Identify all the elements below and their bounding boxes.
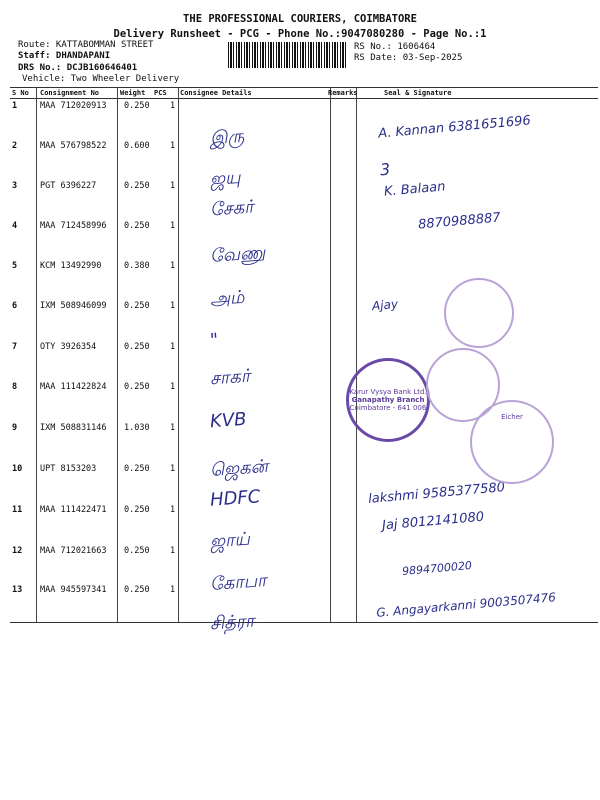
- row-consignee-signature: சாகர்: [209, 365, 251, 390]
- row-consignee-signature: ஜாய்: [209, 528, 251, 553]
- row-weight: 0.250: [124, 505, 150, 515]
- row-pcs: 1: [170, 382, 176, 392]
- row-pcs: 1: [170, 141, 176, 151]
- row-consignee-signature: ": [209, 329, 220, 352]
- row-weight: 0.250: [124, 301, 150, 311]
- row-sno: 1: [12, 101, 18, 111]
- row-consignment-no: IXM 508831146: [40, 423, 107, 433]
- staff-text: Staff: DHANDAPANI: [18, 51, 111, 61]
- bank-stamp-name: Karur Vysya Bank Ltd.: [349, 388, 427, 396]
- row-consignment-no: MAA 576798522: [40, 141, 107, 151]
- row-weight: 0.250: [124, 585, 150, 595]
- row-sno: 2: [12, 141, 18, 151]
- row-sno: 12: [12, 546, 23, 556]
- row-sno: 5: [12, 261, 18, 271]
- row-consignee-signature: ஜயு: [209, 166, 242, 191]
- column-divider: [36, 88, 37, 622]
- column-divider: [117, 88, 118, 622]
- table-header-rule: [10, 98, 598, 99]
- row-seal-signature: Jaj 8012141080: [381, 509, 485, 534]
- row-seal-signature: 3: [379, 159, 391, 180]
- row-consignment-no: MAA 712021663: [40, 546, 107, 556]
- row-consignee-signature: HDFC: [209, 486, 261, 511]
- bank-stamp-branch: Ganapathy Branch: [351, 396, 425, 404]
- row-consignment-no: OTY 3926354: [40, 342, 97, 352]
- table-bottom-rule: [10, 622, 598, 623]
- table-top-rule: [10, 87, 598, 88]
- row-sno: 10: [12, 464, 23, 474]
- eicher-stamp-name: Eicher: [501, 413, 523, 421]
- row-consignee-signature: இரு: [209, 125, 245, 150]
- row-weight: 0.250: [124, 382, 150, 392]
- row-seal-signature: 8870988887: [417, 210, 502, 233]
- barcode: [228, 42, 348, 68]
- row-consignee-signature: சித்ரா: [209, 610, 256, 635]
- col-header-remarks: Remarks: [328, 89, 358, 97]
- row-seal-signature: Ajay: [371, 296, 399, 314]
- row-consignment-no: PGT 6396227: [40, 181, 97, 191]
- row-sno: 4: [12, 221, 18, 231]
- vehicle-text: Vehicle: Two Wheeler Delivery: [22, 74, 180, 84]
- row-consignee-signature: சேகர்: [209, 196, 255, 221]
- row-consignee-signature: ஜெகன்: [209, 456, 269, 481]
- row-sno: 11: [12, 505, 23, 515]
- company-title: THE PROFESSIONAL COURIERS, COIMBATORE: [183, 13, 417, 25]
- eicher-stamp: [470, 400, 554, 484]
- col-header-sno: S No: [12, 89, 29, 97]
- row-sno: 9: [12, 423, 18, 433]
- row-pcs: 1: [170, 221, 176, 231]
- row-sno: 6: [12, 301, 18, 311]
- row-consignment-no: MAA 712458996: [40, 221, 107, 231]
- row-pcs: 1: [170, 464, 176, 474]
- row-weight: 0.250: [124, 221, 150, 231]
- route-text: Route: KATTABOMMAN STREET: [18, 40, 154, 50]
- col-header-consignee: Consignee Details: [180, 89, 252, 97]
- row-pcs: 1: [170, 181, 176, 191]
- row-weight: 0.250: [124, 101, 150, 111]
- row-pcs: 1: [170, 342, 176, 352]
- row-seal-signature: lakshmi 9585377580: [367, 480, 506, 507]
- row-weight: 0.250: [124, 546, 150, 556]
- column-divider: [356, 88, 357, 622]
- col-header-seal: Seal & Signature: [384, 89, 452, 97]
- row-seal-signature: 9894700020: [401, 558, 473, 579]
- row-pcs: 1: [170, 261, 176, 271]
- row-consignee-signature: KVB: [209, 408, 248, 433]
- row-consignment-no: MAA 712020913: [40, 101, 107, 111]
- row-consignee-signature: கோபா: [209, 570, 268, 595]
- row-weight: 0.600: [124, 141, 150, 151]
- row-pcs: 1: [170, 101, 176, 111]
- row-consignment-no: MAA 111422471: [40, 505, 107, 515]
- row-consignment-no: MAA 111422824: [40, 382, 107, 392]
- row-pcs: 1: [170, 505, 176, 515]
- rs-date: RS Date: 03-Sep-2025: [354, 53, 463, 63]
- row-pcs: 1: [170, 301, 176, 311]
- col-header-pcs: PCS: [154, 89, 167, 97]
- row-consignment-no: IXM 508946099: [40, 301, 107, 311]
- company-stamp: [444, 278, 514, 348]
- column-divider: [330, 88, 331, 622]
- row-weight: 0.380: [124, 261, 150, 271]
- row-consignee-signature: அம்: [209, 286, 246, 311]
- row-seal-signature: A. Kannan 6381651696: [377, 113, 532, 142]
- row-consignment-no: UPT 8153203: [40, 464, 97, 474]
- row-pcs: 1: [170, 585, 176, 595]
- column-divider: [178, 88, 179, 622]
- row-consignee-signature: வேணு: [209, 242, 266, 267]
- row-weight: 0.250: [124, 342, 150, 352]
- row-sno: 13: [12, 585, 23, 595]
- row-weight: 1.030: [124, 423, 150, 433]
- rs-number: RS No.: 1606464: [354, 42, 436, 52]
- bank-stamp: [346, 358, 430, 442]
- col-header-consignment: Consignment No: [40, 89, 100, 97]
- bank-stamp-city: Coimbatore - 641 006: [349, 404, 427, 412]
- row-consignment-no: KCM 13492990: [40, 261, 102, 271]
- row-consignment-no: MAA 945597341: [40, 585, 107, 595]
- row-weight: 0.250: [124, 464, 150, 474]
- drs-number: DRS No.: DCJB160646401: [18, 63, 138, 73]
- col-header-weight: Weight: [120, 89, 146, 97]
- row-pcs: 1: [170, 423, 176, 433]
- row-sno: 3: [12, 181, 18, 191]
- row-sno: 8: [12, 382, 18, 392]
- row-seal-signature: G. Angayarkanni 9003507476: [375, 590, 557, 620]
- row-sno: 7: [12, 342, 18, 352]
- row-seal-signature: K. Balaan: [383, 179, 447, 200]
- row-weight: 0.250: [124, 181, 150, 191]
- row-pcs: 1: [170, 546, 176, 556]
- runsheet-subtitle: Delivery Runsheet - PCG - Phone No.:9047080280 - Page No.:1: [113, 28, 487, 40]
